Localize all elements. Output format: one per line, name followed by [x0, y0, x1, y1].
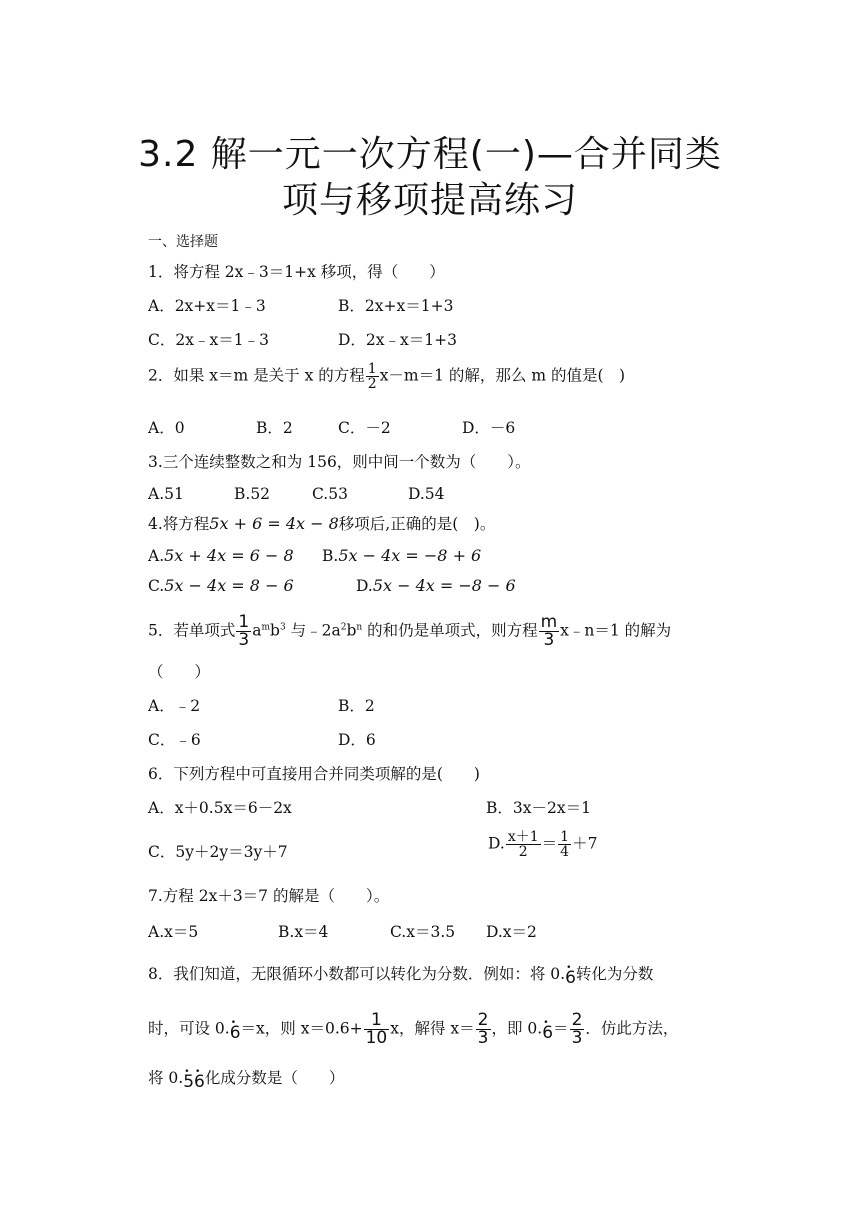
- question-3-option-b: B.52: [234, 485, 271, 503]
- question-2-fraction: [366, 362, 379, 391]
- question-7-option-c: C.x＝3.5: [390, 923, 456, 941]
- section-heading: 一、选择题: [148, 234, 218, 250]
- q8-line3-suffix: 化成分数是（ ）: [204, 1069, 345, 1087]
- question-5-option-d: D．6: [338, 731, 376, 749]
- fraction-numerator: 2: [571, 1010, 583, 1030]
- exponent-3: 3: [279, 622, 286, 633]
- question-5-fraction-2: [539, 614, 560, 649]
- fraction-denominator: 2: [367, 376, 377, 392]
- fraction-numerator: 1: [560, 829, 570, 845]
- equals-sign: ＝: [553, 1019, 569, 1038]
- question-5-middle: 的和仍是单项式，则方程: [362, 621, 538, 640]
- question-4-option-c: [148, 576, 294, 596]
- option-d-tail: ＋7: [572, 834, 598, 853]
- question-4-prefix: 4.将方程: [148, 515, 210, 533]
- q8-line3-prefix: 将 0.: [148, 1069, 184, 1087]
- repeating-digit: • 6: [542, 1023, 553, 1043]
- repeating-digit: • 6: [230, 1023, 241, 1043]
- question-6-option-b: B．3x－2x＝1: [486, 799, 591, 817]
- question-5-blank: （ ）: [148, 663, 211, 681]
- question-2-suffix: x－m＝1 的解，那么 m 的值是( ): [379, 366, 626, 385]
- fraction-numerator: 1: [238, 612, 250, 632]
- fraction-numerator: x＋1: [507, 829, 539, 845]
- repeating-digit: • 6: [194, 1072, 205, 1092]
- q8-line2-part-c: x，解得 x＝: [390, 1019, 475, 1038]
- question-6-option-c: C．5y＋2y＝3y＋7: [148, 843, 288, 861]
- fraction-denominator: 3: [238, 630, 250, 650]
- repeating-digit: • 6: [565, 968, 576, 988]
- question-2-stem: [148, 362, 625, 391]
- q8-line2-part-d: ，即 0.: [491, 1019, 543, 1038]
- question-4-option-b: [322, 546, 481, 566]
- question-3-option-a: A.51: [148, 485, 184, 503]
- question-1-option-c: C．2x﹣x＝1﹣3: [148, 331, 269, 349]
- fraction-denominator: 4: [560, 844, 570, 860]
- exponent-n: n: [356, 622, 363, 633]
- q8-fraction-1-10: [364, 1012, 390, 1047]
- question-7-stem: 7.方程 2x＋3＝7 的解是（ ）。: [148, 887, 390, 905]
- var-b: b: [270, 621, 280, 640]
- question-6-stem: 6．下列方程中可直接用合并同类项解的是( ): [148, 765, 480, 783]
- question-1-option-b: B．2x+x＝1+3: [338, 297, 454, 315]
- option-label: D.: [488, 834, 505, 853]
- question-1-stem: 1．将方程 2x﹣3＝1+x 移项，得（ ）: [148, 263, 445, 281]
- question-3-option-c: C.53: [312, 485, 348, 503]
- var-b-2: b: [346, 621, 357, 640]
- q8-line2-part-b: ＝x，则 x＝0.6+: [240, 1019, 363, 1038]
- question-5-option-c: C．﹣6: [148, 731, 201, 749]
- equals-sign: ＝: [541, 834, 558, 853]
- option-equation: 5x − 4x = 8 − 6: [164, 576, 294, 595]
- option-d-fraction-1: [506, 830, 541, 859]
- q8-line2-part-f: ．仿此方法，: [585, 1019, 679, 1038]
- q8-line1-suffix: 转化为分数: [575, 965, 654, 983]
- fraction-denominator: 3: [539, 631, 560, 649]
- var-a: a: [252, 621, 262, 640]
- question-5-option-a: A．﹣2: [148, 697, 201, 715]
- question-2-option-c: C．－2: [338, 419, 391, 437]
- question-6-option-d: [488, 830, 597, 859]
- question-2-prefix: 2．如果 x＝m 是关于 x 的方程: [148, 366, 365, 385]
- option-equation: 5x − 4x = −8 + 6: [338, 546, 482, 565]
- question-7-option-d: D.x＝2: [486, 923, 537, 941]
- option-equation: 5x − 4x = −8 − 6: [372, 576, 516, 595]
- question-8-line-2: [148, 1012, 678, 1047]
- q8-fraction-2-3-a: [476, 1012, 491, 1047]
- q8-line2-part-a: 时，可设 0.: [148, 1019, 230, 1038]
- q8-fraction-2-3-b: [570, 1012, 585, 1047]
- option-d-fraction-2: [558, 830, 571, 859]
- page-title-line1: 3.2 解一元一次方程(一)—合并同类: [138, 134, 722, 175]
- question-5-fraction-1: [236, 614, 251, 649]
- question-3-stem: 3.三个连续整数之和为 156，则中间一个数为（ ）。: [148, 453, 531, 471]
- exponent-m: m: [261, 622, 270, 633]
- question-5-stem: [148, 614, 671, 649]
- fraction-denominator: 3: [477, 1028, 489, 1048]
- option-label: B.: [322, 547, 339, 565]
- option-label: C.: [148, 577, 165, 595]
- fraction-numerator: 1: [367, 361, 377, 377]
- question-8-line-1: [148, 964, 653, 988]
- repeating-digit: • 5: [183, 1072, 194, 1092]
- option-equation: 5x + 4x = 6 − 8: [164, 546, 294, 565]
- question-4-equation: 5x + 6 = 4x − 8: [209, 514, 339, 533]
- question-6-option-a: A．x＋0.5x＝6－2x: [148, 799, 292, 817]
- fraction-numerator: 2: [477, 1010, 489, 1030]
- question-1-option-d: D．2x﹣x＝1+3: [338, 331, 457, 349]
- question-5-prefix: 5．若单项式: [148, 621, 236, 640]
- option-label: D.: [356, 577, 373, 595]
- term-2-prefix: 与﹣2a: [285, 621, 341, 640]
- question-3-option-d: D.54: [408, 485, 445, 503]
- question-4-option-a: [148, 546, 294, 566]
- question-7-option-a: A.x＝5: [148, 923, 199, 941]
- fraction-numerator: m: [540, 612, 558, 632]
- question-5-option-b: B．2: [338, 697, 375, 715]
- question-8-line-3: [148, 1068, 344, 1092]
- fraction-denominator: 2: [506, 844, 541, 859]
- question-4-stem: [148, 514, 495, 534]
- page-title-line2: 项与移项提高练习: [281, 180, 578, 221]
- fraction-numerator: 1: [371, 1010, 382, 1030]
- fraction-denominator: 10: [365, 1028, 388, 1048]
- question-1-option-a: A．2x+x＝1﹣3: [148, 297, 266, 315]
- q8-line1-prefix: 8．我们知道，无限循环小数都可以转化为分数．例如：将 0.: [148, 965, 566, 983]
- question-2-option-d: D．－6: [462, 419, 516, 437]
- question-4-option-d: [356, 576, 516, 596]
- question-7-option-b: B.x＝4: [278, 923, 329, 941]
- fraction-denominator: 3: [571, 1028, 583, 1048]
- exponent-2: 2: [340, 622, 347, 633]
- question-4-suffix: 移项后,正确的是( )。: [338, 515, 496, 533]
- question-5-suffix: x﹣n＝1 的解为: [560, 621, 672, 640]
- question-2-option-a: A．0: [148, 419, 185, 437]
- option-label: A.: [148, 547, 165, 565]
- question-2-option-b: B．2: [256, 419, 293, 437]
